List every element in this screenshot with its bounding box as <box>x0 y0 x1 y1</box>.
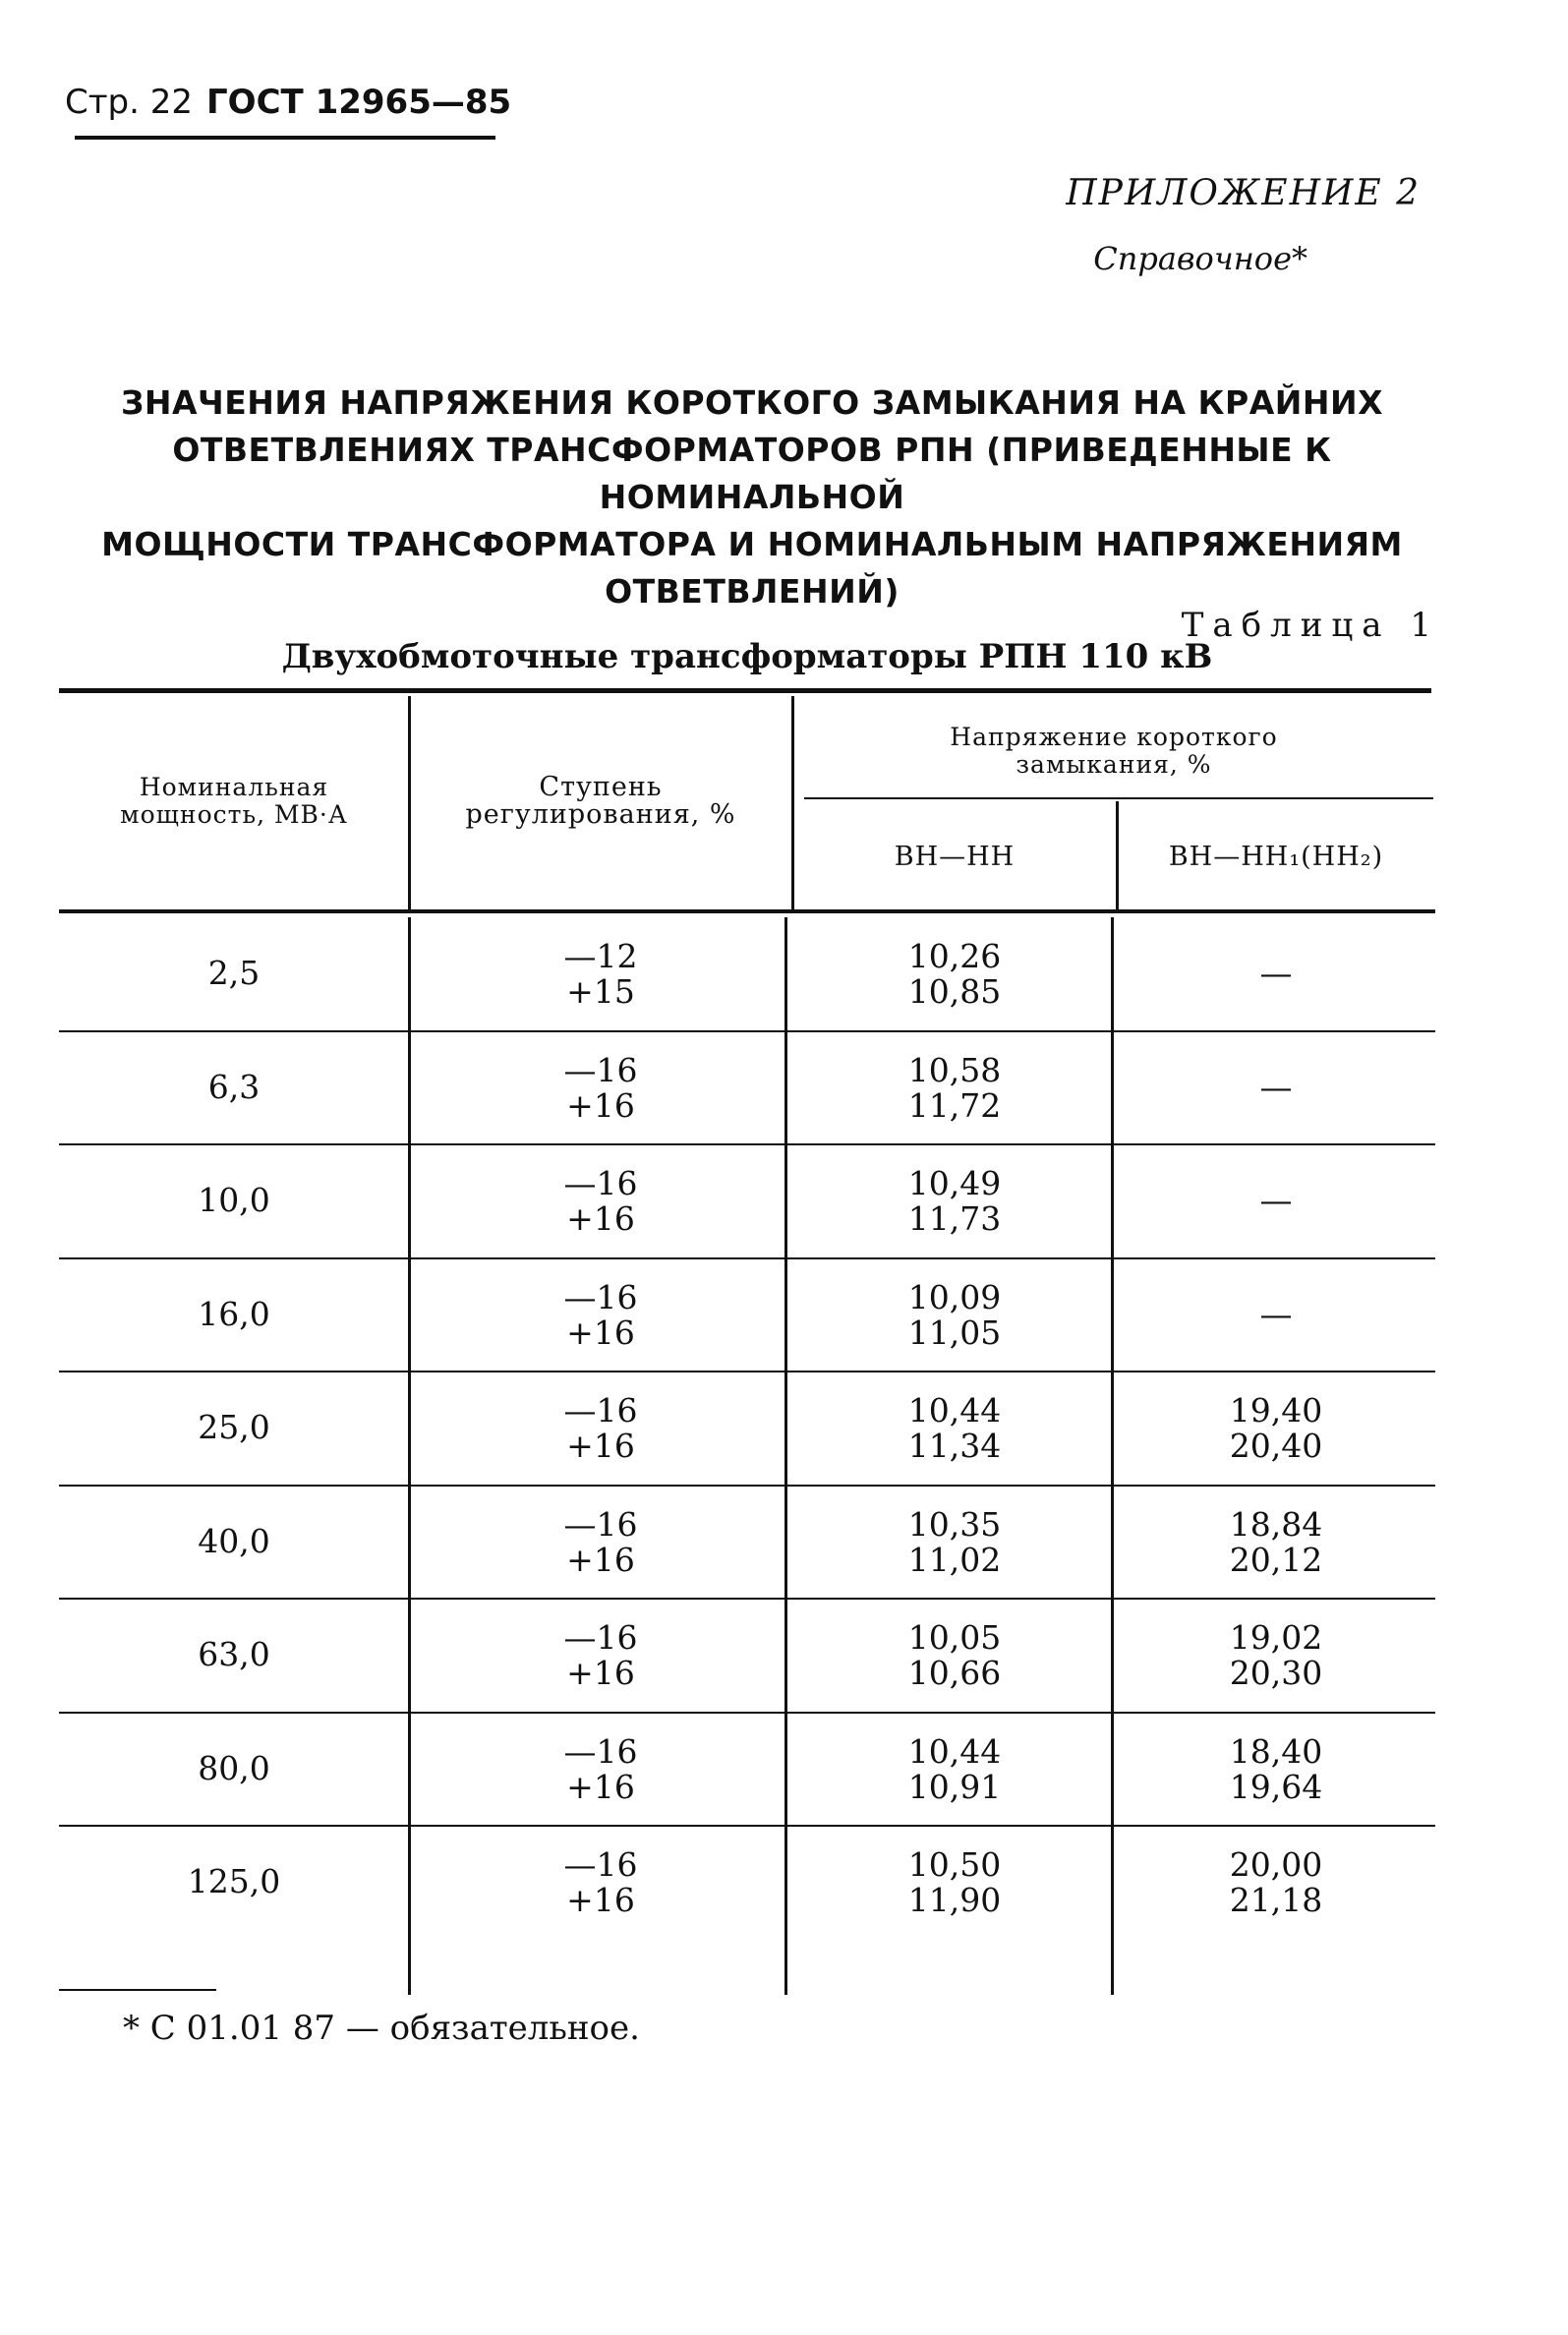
cell-hv-lv12 <box>1119 1504 1433 1579</box>
cell-hv-lv12 <box>1119 1294 1433 1333</box>
row-rule <box>59 1825 1435 1827</box>
cell-step-low: —16 <box>563 1050 638 1089</box>
cell-hv-lv12-high: 20,30 <box>1229 1654 1323 1692</box>
cell-power <box>61 1294 407 1333</box>
cell-power-value: 10,0 <box>198 1181 270 1219</box>
row-rule <box>59 1257 1435 1259</box>
cell-step-low: —16 <box>563 1845 638 1884</box>
document-title-line: ОТВЕТВЛЕНИЯХ ТРАНСФОРМАТОРОВ РПН (ПРИВЕДЕННЫЕ К НОМИНАЛЬНОЙ <box>172 431 1332 516</box>
header-hv-lv12: ВН—НН₁(НН₂) <box>1168 842 1384 872</box>
cell-hv-lv12-value: — <box>1259 1294 1293 1333</box>
cell-hv-lv-low: 10,05 <box>907 1618 1002 1657</box>
cell-power-value: 125,0 <box>187 1862 281 1900</box>
cell-step <box>411 1166 790 1237</box>
cell-hv-lv-low: 10,44 <box>907 1731 1002 1771</box>
cell-hv-lv12-value: — <box>1259 1181 1293 1219</box>
cell-step <box>411 1847 790 1918</box>
cell-hv-lv <box>794 1504 1115 1579</box>
header-rule <box>75 136 495 140</box>
header-voltage-line2: замыкания, % <box>1016 750 1212 779</box>
cell-hv-lv12 <box>1119 1183 1433 1218</box>
cell-step <box>411 939 790 1010</box>
row-rule <box>59 1485 1435 1487</box>
header-step <box>411 774 790 829</box>
cell-power-value: 40,0 <box>198 1521 270 1560</box>
footnote-rule <box>59 1989 216 1991</box>
cell-hv-lv <box>794 939 1115 1010</box>
cell-power <box>61 1067 407 1106</box>
header-power-line1: Номинальная <box>139 773 329 801</box>
cell-hv-lv-high: 11,05 <box>907 1313 1002 1352</box>
cell-hv-lv12-low: 18,84 <box>1229 1504 1323 1544</box>
cell-hv-lv-high: 11,02 <box>907 1540 1002 1579</box>
cell-hv-lv <box>794 1620 1115 1691</box>
cell-power <box>61 1748 407 1787</box>
document-title <box>59 379 1445 615</box>
row-rule <box>59 1030 1435 1032</box>
appendix-status: Справочное* <box>1093 240 1307 277</box>
cell-hv-lv12-low: 20,00 <box>1229 1845 1323 1884</box>
header-step-line2: регулирования, % <box>465 799 736 830</box>
cell-hv-lv-low: 10,49 <box>907 1164 1002 1202</box>
cell-power-value: 16,0 <box>198 1294 270 1333</box>
cell-step-high: +16 <box>566 1881 635 1919</box>
cell-power-value: 25,0 <box>198 1408 270 1446</box>
cell-hv-lv12-high: 20,40 <box>1229 1427 1323 1465</box>
cell-hv-lv-low: 10,26 <box>907 937 1002 975</box>
header-power <box>61 774 407 829</box>
cell-step-high: +16 <box>566 1540 635 1579</box>
row-rule <box>59 1371 1435 1372</box>
cell-power <box>61 1864 407 1899</box>
standard-number: ГОСТ 12965—85 <box>206 83 512 122</box>
cell-step <box>411 1277 790 1352</box>
cell-hv-lv-low: 10,09 <box>907 1277 1002 1316</box>
cell-step-high: +16 <box>566 1767 635 1806</box>
cell-hv-lv12-low: 18,40 <box>1229 1731 1323 1771</box>
row-rule <box>59 1712 1435 1714</box>
cell-hv-lv <box>794 1393 1115 1464</box>
cell-hv-lv12 <box>1119 1731 1433 1806</box>
cell-hv-lv12-high: 19,64 <box>1229 1767 1323 1806</box>
cell-hv-lv-high: 10,66 <box>907 1654 1002 1692</box>
cell-step-low: —12 <box>563 937 638 975</box>
header-voltage-line1: Напряжение короткого <box>950 723 1278 751</box>
cell-hv-lv-high: 11,72 <box>907 1085 1002 1125</box>
cell-hv-lv12-value: — <box>1259 1067 1293 1106</box>
cell-power-value: 63,0 <box>198 1635 270 1673</box>
header-hv-lv: ВН—НН <box>894 842 1016 872</box>
header-power-line2: мощность, МВ·А <box>120 800 348 829</box>
header-voltage <box>794 724 1433 779</box>
cell-hv-lv-high: 11,90 <box>907 1881 1002 1919</box>
cell-power <box>61 1410 407 1445</box>
cell-hv-lv12-low: 19,02 <box>1229 1618 1323 1657</box>
table-label: Таблица 1 <box>1181 606 1440 645</box>
cell-hv-lv <box>794 1050 1115 1125</box>
cell-hv-lv <box>794 1277 1115 1352</box>
cell-hv-lv <box>794 1847 1115 1918</box>
header-bottom-rule <box>59 909 1435 913</box>
cell-hv-lv-high: 11,73 <box>907 1199 1002 1238</box>
cell-step <box>411 1620 790 1691</box>
cell-power <box>61 1183 407 1218</box>
cell-step-high: +16 <box>566 1085 635 1125</box>
cell-step-high: +16 <box>566 1313 635 1352</box>
cell-hv-lv12 <box>1119 1067 1433 1106</box>
cell-step-low: —16 <box>563 1618 638 1657</box>
footnote: * С 01.01 87 — обязательное. <box>123 2009 640 2048</box>
cell-hv-lv12-high: 21,18 <box>1229 1881 1323 1919</box>
cell-power <box>61 1521 407 1560</box>
cell-step-low: —16 <box>563 1504 638 1544</box>
cell-hv-lv <box>794 1731 1115 1806</box>
table-caption: Двухобмоточные трансформаторы РПН 110 кВ <box>281 637 1213 676</box>
page-number: Стр. 22 <box>65 83 194 122</box>
cell-hv-lv <box>794 1166 1115 1237</box>
cell-hv-lv-low: 10,35 <box>907 1504 1002 1544</box>
cell-step <box>411 1050 790 1125</box>
cell-step-high: +16 <box>566 1427 635 1465</box>
header-sub-rule <box>804 797 1433 799</box>
header-step-line1: Ступень <box>539 772 663 802</box>
cell-step-high: +15 <box>566 972 635 1011</box>
appendix-title: ПРИЛОЖЕНИЕ 2 <box>1066 173 1421 213</box>
cell-power <box>61 1637 407 1672</box>
cell-step <box>411 1504 790 1579</box>
cell-step-high: +16 <box>566 1199 635 1238</box>
row-rule <box>59 1598 1435 1600</box>
cell-power-value: 80,0 <box>198 1748 270 1787</box>
cell-hv-lv-high: 11,34 <box>907 1427 1002 1465</box>
cell-power-value: 2,5 <box>207 954 261 992</box>
cell-step <box>411 1731 790 1806</box>
cell-step-low: —16 <box>563 1731 638 1771</box>
cell-hv-lv12-high: 20,12 <box>1229 1540 1323 1579</box>
cell-hv-lv12 <box>1119 1620 1433 1691</box>
cell-hv-lv-low: 10,50 <box>907 1845 1002 1884</box>
cell-step-low: —16 <box>563 1277 638 1316</box>
cell-power <box>61 956 407 991</box>
cell-hv-lv12-low: 19,40 <box>1229 1391 1323 1430</box>
document-title-line: ЗНАЧЕНИЯ НАПРЯЖЕНИЯ КОРОТКОГО ЗАМЫКАНИЯ НА КРАЙНИХ <box>120 383 1384 422</box>
document-title-line: МОЩНОСТИ ТРАНСФОРМАТОРА И НОМИНАЛЬНЫМ НАПРЯЖЕНИЯМ <box>101 525 1403 563</box>
cell-hv-lv-high: 10,85 <box>907 972 1002 1011</box>
cell-hv-lv-high: 10,91 <box>907 1767 1002 1806</box>
cell-step <box>411 1393 790 1464</box>
cell-hv-lv12 <box>1119 1847 1433 1918</box>
cell-power-value: 6,3 <box>207 1067 261 1106</box>
cell-hv-lv-low: 10,44 <box>907 1391 1002 1430</box>
cell-step-high: +16 <box>566 1654 635 1692</box>
cell-step-low: —16 <box>563 1164 638 1202</box>
cell-hv-lv12 <box>1119 956 1433 991</box>
page-header <box>65 83 511 122</box>
cell-hv-lv12 <box>1119 1393 1433 1464</box>
cell-hv-lv12-value: — <box>1259 954 1293 992</box>
cell-step-low: —16 <box>563 1391 638 1430</box>
document-title-line: ОТВЕТВЛЕНИЙ) <box>605 572 900 611</box>
row-rule <box>59 1143 1435 1145</box>
table-top-rule <box>59 688 1431 693</box>
cell-hv-lv-low: 10,58 <box>907 1050 1002 1089</box>
